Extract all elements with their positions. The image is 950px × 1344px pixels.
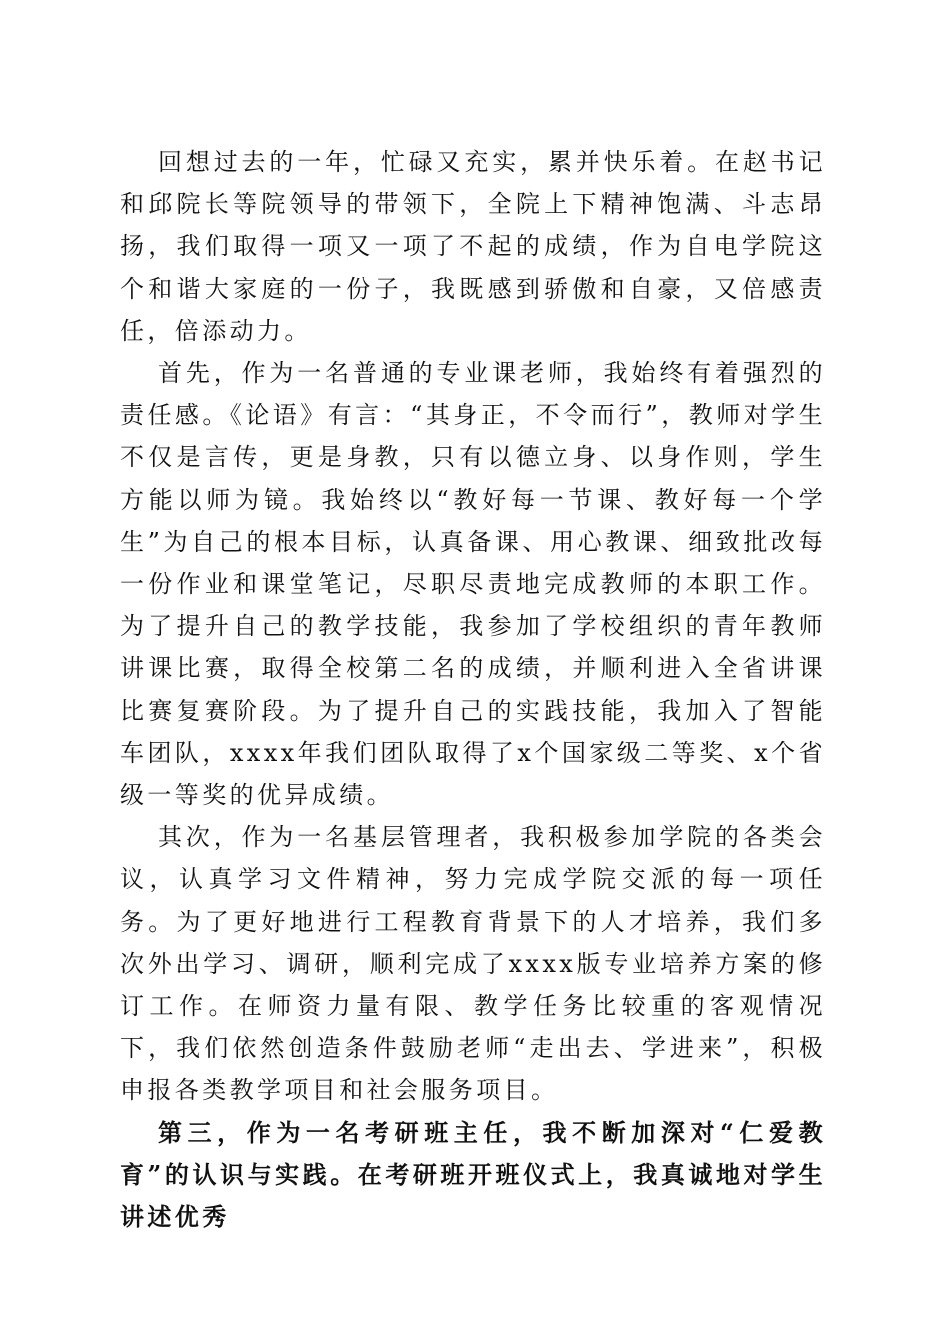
- paragraph-manager: 其次，作为一名基层管理者，我积极参加学院的各类会议，认真学习文件精神，努力完成学院交派的每一项任务。为了更好地进行工程教育背景下的人才培养，我们多次外出学习、调研，顺利完成了xxxx版专业培养方案的修订工作。在师资力量有限、教学任务比较重的客观情况下，我们依然创造条件鼓励老师“走出去、学进来”，积极申报各类教学项目和社会服务项目。: [120, 823, 826, 1105]
- paragraph-class-advisor: 第三，作为一名考研班主任，我不断加深对“仁爱教育”的认识与实践。在考研班开班仪式上，我真诚地对学生讲述优秀: [120, 1117, 826, 1232]
- document-body: [120, 141, 826, 1238]
- paragraph-reflection: 回想过去的一年，忙碌又充实，累并快乐着。在赵书记和邱院长等院领导的带领下，全院上下精神饱满、斗志昂扬，我们取得一项又一项了不起的成绩，作为自电学院这个和谐大家庭的一份子，我既感到骄傲和自豪，又倍感责任，倍添动力。: [120, 148, 826, 345]
- paragraph-teacher: 首先，作为一名普通的专业课老师，我始终有着强烈的责任感。《论语》有言：“其身正，不令而行”，教师对学生不仅是言传，更是身教，只有以德立身、以身作则，学生方能以师为镜。我始终以“教好每一节课、教好每一个学生”为自己的根本目标，认真备课、用心教课、细致批改每一份作业和课堂笔记，尽职尽责地完成教师的本职工作。为了提升自己的教学技能，我参加了学校组织的青年教师讲课比赛，取得全校第二名的成绩，并顺利进入全省讲课比赛复赛阶段。为了提升自己的实践技能，我加入了智能车团队，xxxx年我们团队取得了x个国家级二等奖、x个省级一等奖的优异成绩。: [120, 359, 826, 810]
